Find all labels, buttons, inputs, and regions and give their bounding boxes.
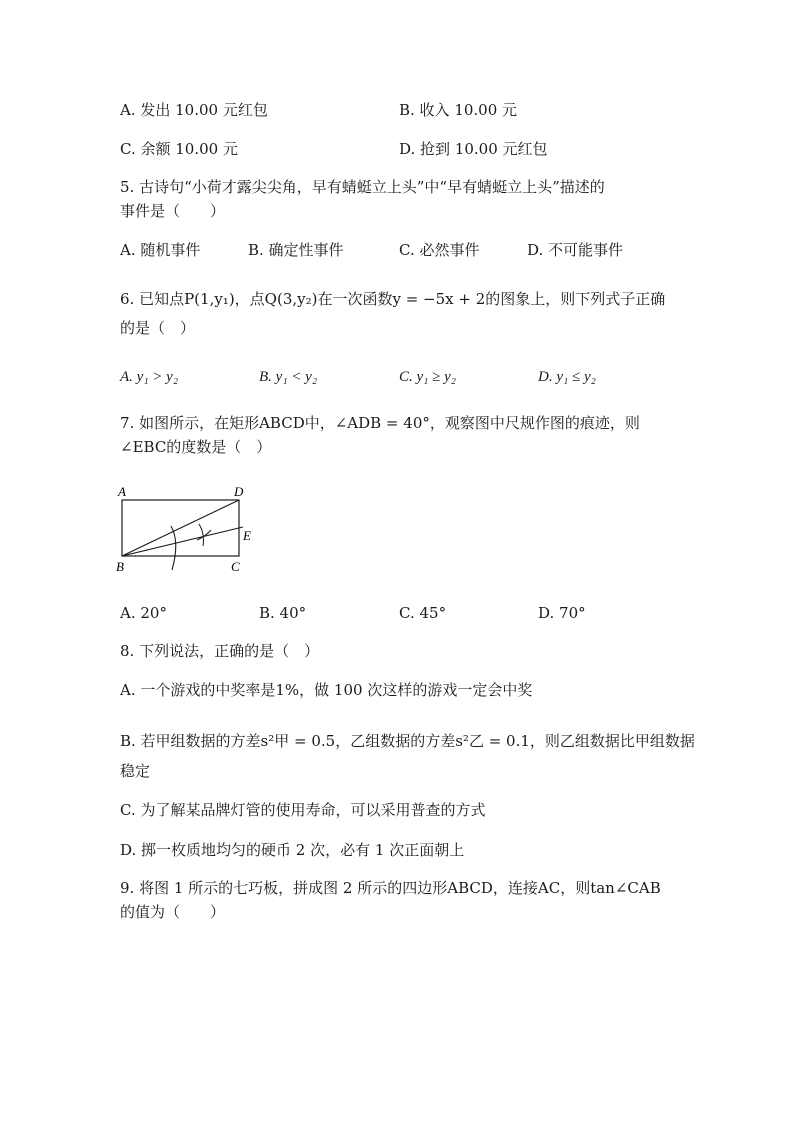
q4-option-d: D. 抢到 10.00 元红包	[399, 140, 548, 158]
q6-stem-line2: 的是（ ）	[120, 319, 196, 337]
q8-option-b-line2: 稳定	[120, 762, 151, 780]
q4-option-b: B. 收入 10.00 元	[399, 101, 518, 119]
q8-stem: 8. 下列说法，正确的是（ ）	[120, 642, 320, 660]
q6-option-b: B. y₁ < y₂	[259, 369, 318, 385]
label-b: B	[116, 559, 124, 574]
q6-option-a: A. y₁ > y₂	[120, 369, 179, 385]
q5-stem-line1: 5. 古诗句“小荷才露尖尖角，早有蜻蜓立上头”中“早有蜻蜓立上头”描述的	[120, 178, 605, 196]
q9-stem-line2: 的值为（ ）	[120, 903, 226, 921]
q8-option-d: D. 掷一枚质地均匀的硬币 2 次，必有 1 次正面朝上	[120, 841, 465, 859]
label-a: A	[118, 484, 126, 499]
label-c: C	[231, 559, 240, 574]
q4-option-a: A. 发出 10.00 元红包	[120, 101, 268, 119]
q6-option-c: C. y₁ ≥ y₂	[399, 369, 456, 385]
diagonal-bd	[122, 500, 239, 556]
q9-stem-line1: 9. 将图 1 所示的七巧板，拼成图 2 所示的四边形ABCD，连接AC，则tan∠CAB	[120, 879, 661, 897]
q7-option-d: D. 70°	[538, 604, 586, 622]
q8-option-b-line1: B. 若甲组数据的方差s²甲 = 0.5，乙组数据的方差s²乙 = 0.1，则乙组数据比甲组数据	[120, 732, 695, 750]
label-d: D	[234, 484, 244, 499]
q7-option-a: A. 20°	[120, 604, 167, 622]
q5-option-c: C. 必然事件	[399, 241, 480, 259]
q7-stem-line1: 7. 如图所示，在矩形ABCD中，∠ADB = 40°，观察图中尺规作图的痕迹，则	[120, 414, 640, 432]
q6-stem-line1: 6. 已知点P(1,y₁)，点Q(3,y₂)在一次函数y = −5x + 2的图象上，则下列式子正确	[120, 290, 666, 308]
q7-option-b: B. 40°	[259, 604, 307, 622]
compass-arc-mark-1	[199, 524, 204, 546]
q4-option-c: C. 余额 10.00 元	[120, 140, 238, 158]
q5-option-a: A. 随机事件	[120, 241, 201, 259]
label-e: E	[243, 528, 251, 543]
rectangle-abcd-figure	[110, 478, 270, 578]
q7-option-c: C. 45°	[399, 604, 447, 622]
q6-option-d: D. y₁ ≤ y₂	[538, 369, 596, 385]
q8-option-c: C. 为了解某品牌灯管的使用寿命，可以采用普查的方式	[120, 801, 486, 819]
q7-stem-line2: ∠EBC的度数是（ ）	[120, 438, 272, 456]
q8-option-a: A. 一个游戏的中奖率是1%，做 100 次这样的游戏一定会中奖	[120, 681, 533, 699]
bisector-be	[122, 527, 243, 556]
q5-option-d: D. 不可能事件	[527, 241, 624, 259]
q5-option-b: B. 确定性事件	[248, 241, 344, 259]
q5-stem-line2: 事件是（ ）	[120, 202, 226, 220]
